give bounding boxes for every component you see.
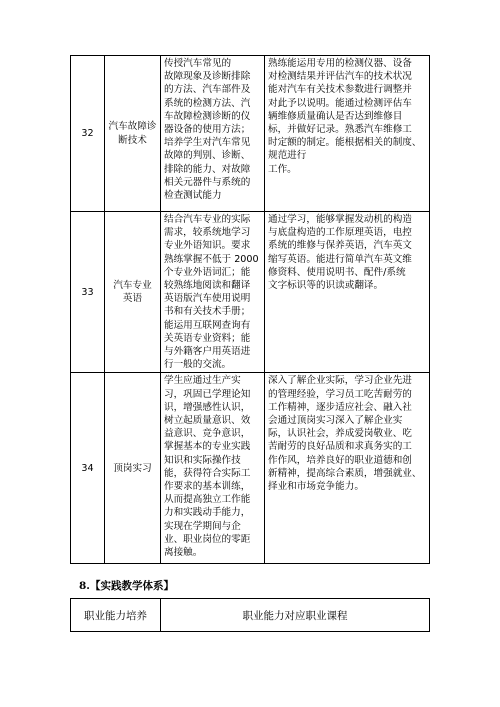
course-description: 学生应通过生产实 习，巩固已学理论知 识，增强感性认识， 树立起质量意识、效 益意识、竞争意识， 掌握基本的专业实践 知识和实际操作技 能，获得符合实际工 作要求的基本训练， 从而提高独立工作能 力和实践动手能力， 实现在学期间与企 业、职业岗位的零距 离接触。 bbox=[161, 373, 265, 564]
practice-col-ability: 职业能力培养 bbox=[71, 599, 161, 632]
course-requirement: 通过学习，能够掌握发动机的构造 与底盘构造的工作原理英语，电控 系统的维修与保养英语，汽车英文 缩写英语。能进行简单汽车英文维 修资料、使用说明书、配件/系统 文字标识等的识读或翻译。 bbox=[265, 212, 430, 373]
course-number: 34 bbox=[71, 373, 105, 564]
course-requirement: 深入了解企业实际，学习企业先进 的管理经验，学习员工吃苦耐劳的 工作精神，逐步适应社会、融入社 会通过顶岗实习深入了解企业实 际，认识社会，养成爱岗敬业、吃 苦耐劳的良好品质和求真务实的工 作作风，培养良好的职业道德和创 新精神，提高综合素质，增强就业、 择业和市场竞争能力。 bbox=[265, 373, 430, 564]
course-table bbox=[70, 55, 430, 564]
table-row bbox=[71, 212, 430, 373]
practice-col-course: 职业能力对应职业课程 bbox=[161, 599, 430, 632]
course-name: 汽车故障诊 断技术 bbox=[105, 56, 161, 212]
course-name: 汽车专业 英语 bbox=[105, 212, 161, 373]
table-row bbox=[71, 56, 430, 212]
course-number: 32 bbox=[71, 56, 105, 212]
course-name: 顶岗实习 bbox=[105, 373, 161, 564]
course-number: 33 bbox=[71, 212, 105, 373]
table-row bbox=[71, 373, 430, 564]
practice-table bbox=[70, 598, 430, 632]
section-title: 8.【实践教学体系】 bbox=[79, 580, 174, 592]
course-requirement: 熟练能运用专用的检测仪器、设备 对检测结果并评估汽车的技术状况 能对汽车有关技术参数进行调整并 对此予以说明。能通过检测评估车 辆维修质量确认是否达到维修目 标，并做好记录。熟悉汽车维修工 时定额的制定。能根据相关的制度、规范进行 工作。 bbox=[265, 56, 430, 212]
table-header-row bbox=[71, 599, 430, 632]
course-description: 传授汽车常见的 故障现象及诊断排除 的方法、汽车部件及 系统的检测方法、汽 车故障检测诊断的仪 器设备的使用方法； 培养学生对汽车常见 故障的判别、诊断、 排除的能力、对故障 相关元器件与系统的 检查测试能力 bbox=[161, 56, 265, 212]
course-description: 结合汽车专业的实际 需求，较系统地学习 专业外语知识。要求 熟练掌握不低于 2000 个专业外语词汇；能 较熟练地阅读和翻译 英语版汽车使用说明 书和有关技术手册； 能运用互联网查询有 关英语专业资料；能 与外籍客户用英语进 行一般的交流。 bbox=[161, 212, 265, 373]
